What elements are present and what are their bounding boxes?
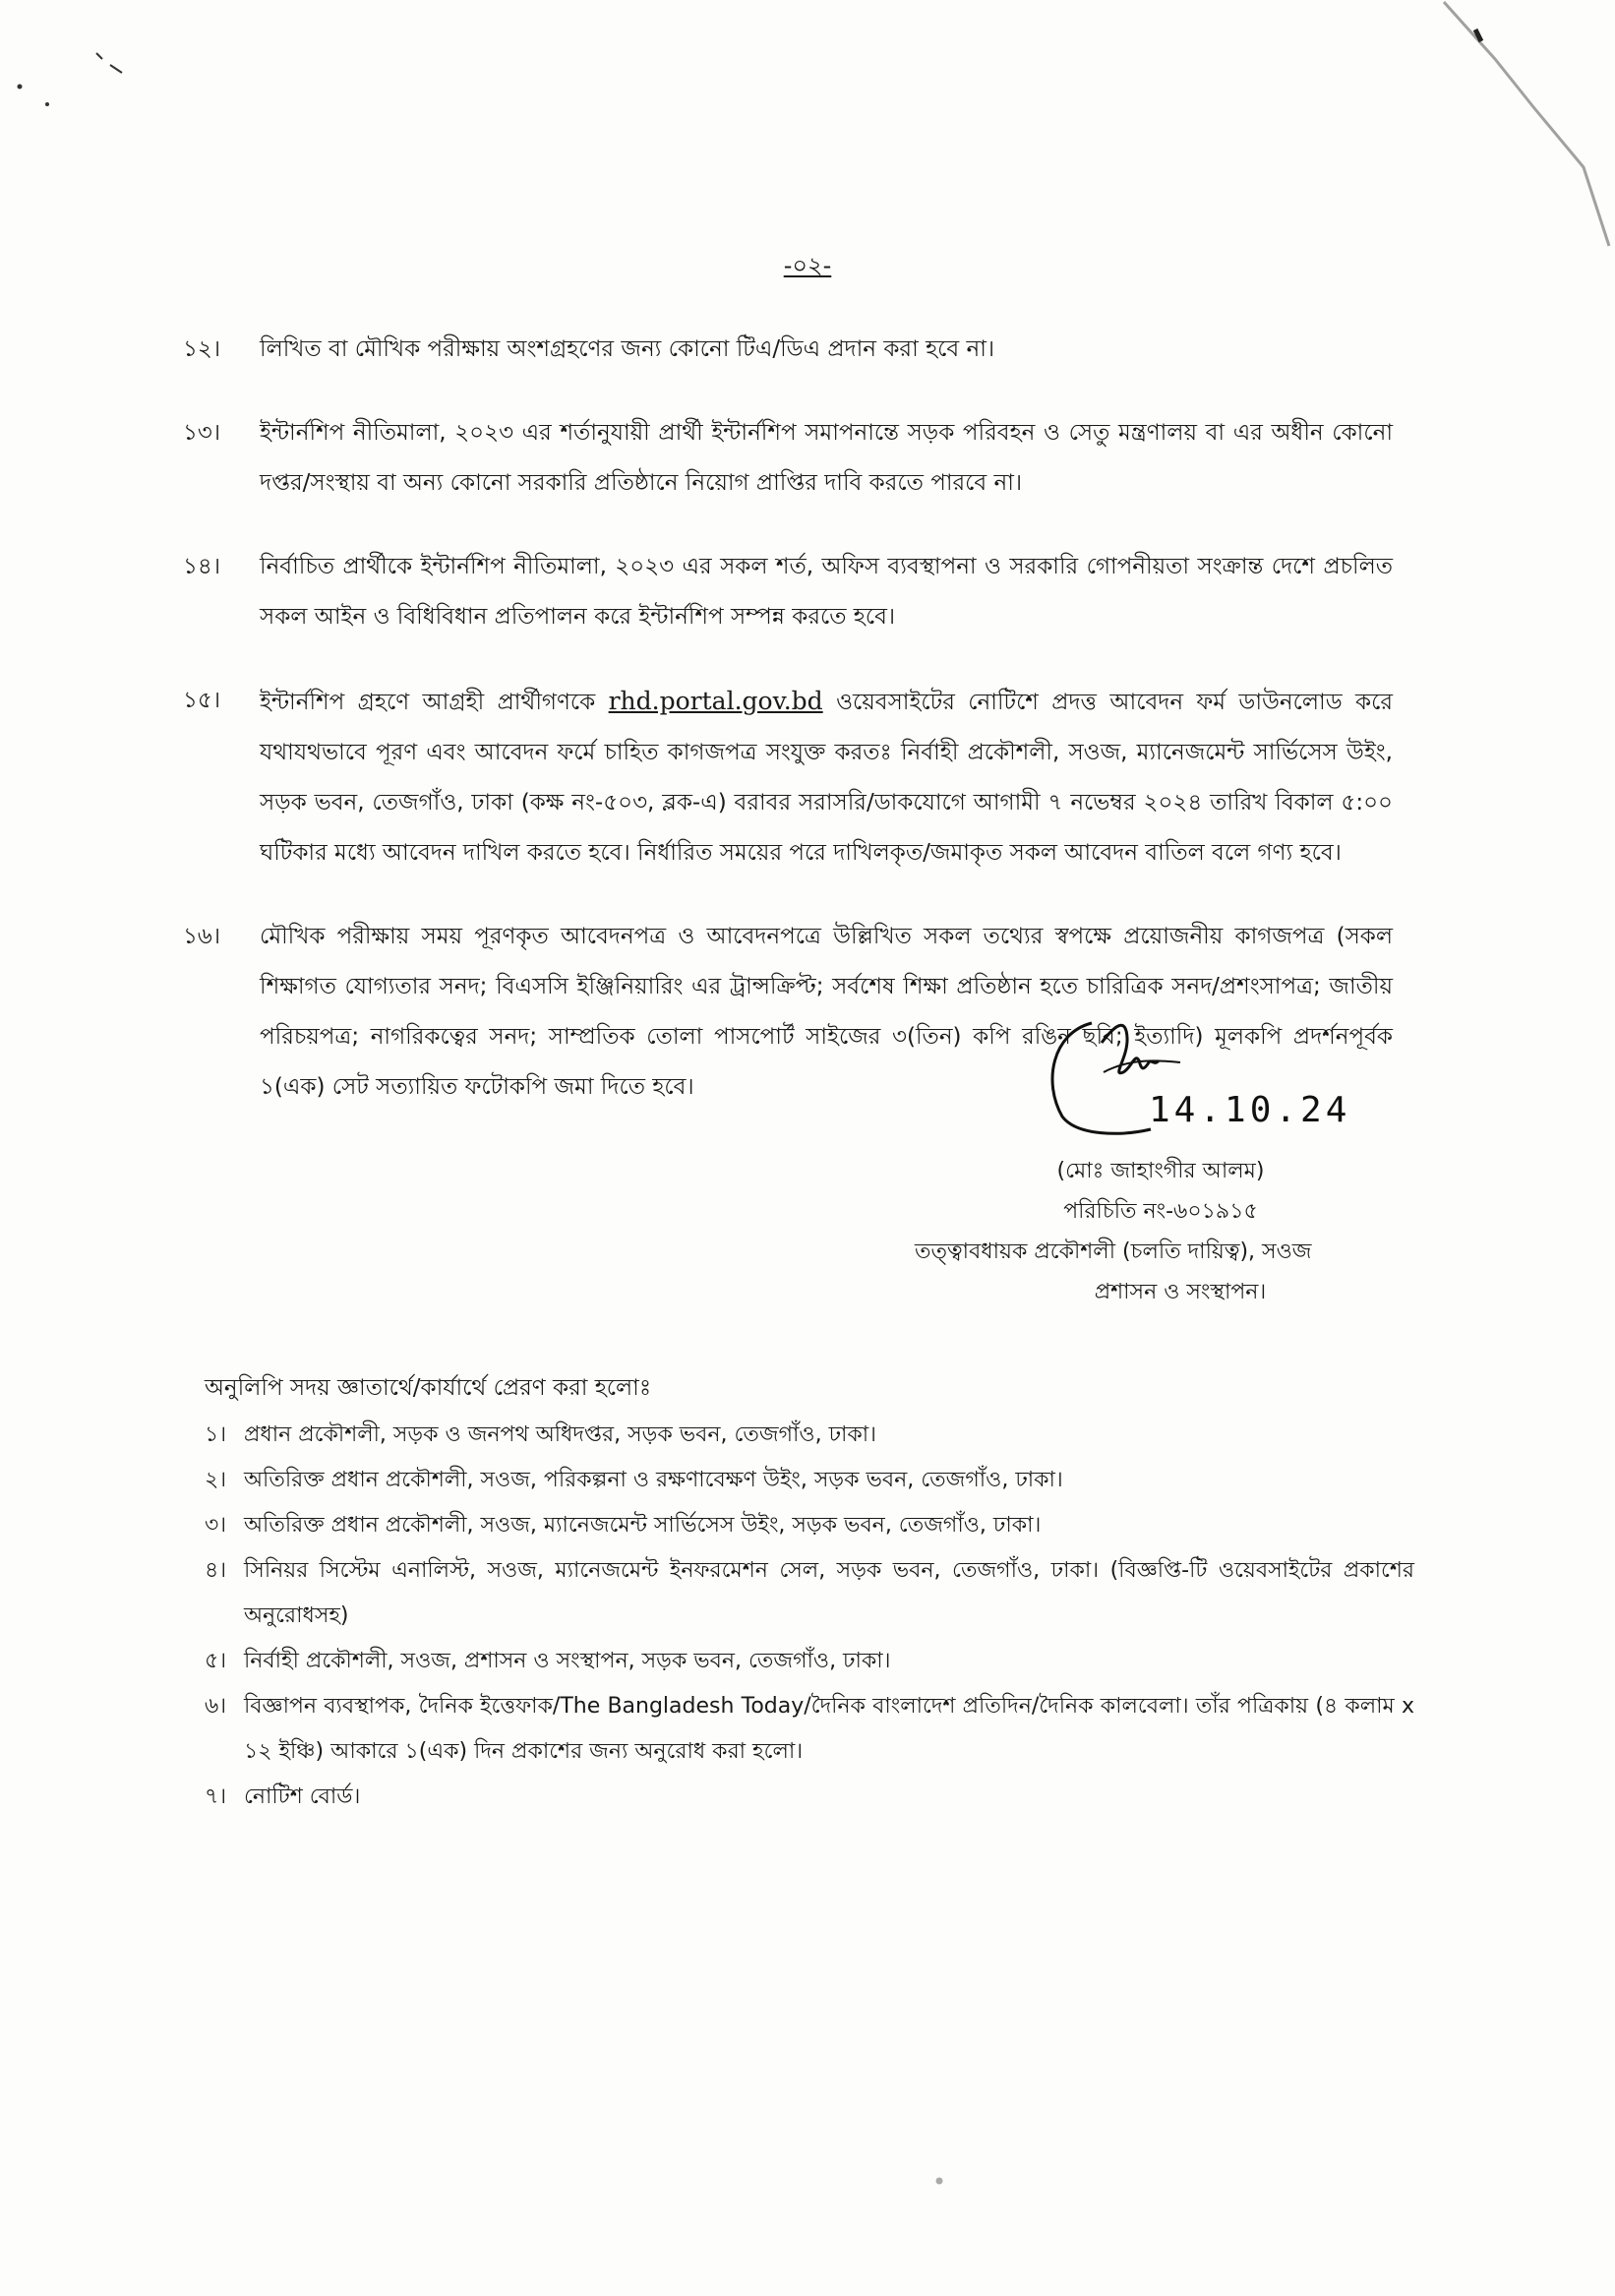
copies-heading: অনুলিপি সদয় জ্ঞাতার্থে/কার্যার্থে প্রেরণ করা হলোঃ bbox=[205, 1375, 652, 1401]
copy-text: সিনিয়র সিস্টেম এনালিস্ট, সওজ, ম্যানেজমেন্ট ইনফরমেশন সেল, সড়ক ভবন, তেজগাঁও, ঢাকা। (বিজ্ঞপ্তি-টি ওয়েবসাইটের প্রকাশের অনুরোধসহ) bbox=[244, 1558, 1414, 1628]
clause-number: ১৫। bbox=[183, 688, 221, 713]
signatory-designation: তত্ত্বাবধায়ক প্রকৌশলী (চলতি দায়িত্ব), সওজ bbox=[915, 1239, 1312, 1264]
signatory-id: পরিচিতি নং-৬০১৯১৫ bbox=[1063, 1199, 1258, 1224]
clause-number: ১৬। bbox=[183, 924, 221, 949]
copy-number: ৭। bbox=[205, 1784, 227, 1809]
page-number: -০২- bbox=[783, 252, 832, 279]
clause-text: মৌখিক পরীক্ষায় সময় পূরণকৃত আবেদনপত্র ও আবেদনপত্রে উল্লিখিত সকল তথ্যের স্বপক্ষে প্রয়োজনীয় কাগজপত্র (সকল শিক্ষাগত যোগ্যতার সনদ; বিএসসি ইঞ্জিনিয়ারিং এর ট্রান্সক্রিপ্ট; সর্বশেষ শিক্ষা প্রতিষ্ঠান হতে চারিত্রিক সনদ/প্রশংসাপত্র; জাতীয় পরিচয়পত্র; নাগরিকত্বের সনদ; সাম্প্রতিক তোলা পাসপোর্ট সাইজের ৩(তিন) কপি রঙিন ছবি; ইত্যাদি) মূলকপি প্রদর্শনপূর্বক ১(এক) সেট সত্যায়িত ফটোকপি জমা দিতে হবে। bbox=[260, 924, 1393, 1100]
copy-item bbox=[205, 1503, 1414, 1548]
copy-text: অতিরিক্ত প্রধান প্রকৌশলী, সওজ, ম্যানেজমেন্ট সার্ভিসেস উইং, সড়ক ভবন, তেজগাঁও, ঢাকা। bbox=[244, 1513, 1042, 1538]
copy-text: নির্বাহী প্রকৌশলী, সওজ, প্রশাসন ও সংস্থাপন, সড়ক ভবন, তেজগাঁও, ঢাকা। bbox=[244, 1649, 891, 1673]
copy-item bbox=[205, 1413, 1414, 1458]
clause-text: ইন্টার্নশিপ নীতিমালা, ২০২৩ এর শর্তানুযায়ী প্রার্থী ইন্টার্নশিপ সমাপনান্তে সড়ক পরিবহন ও সেতু মন্ত্রণালয় বা এর অধীন কোনো দপ্তর/সংস্থায় বা অন্য কোনো সরকারি প্রতিষ্ঠানে নিয়োগ প্রাপ্তির দাবি করতে পারবে না। bbox=[260, 420, 1393, 496]
copy-text: অতিরিক্ত প্রধান প্রকৌশলী, সওজ, পরিকল্পনা ও রক্ষণাবেক্ষণ উইং, সড়ক ভবন, তেজগাঁও, ঢাকা। bbox=[244, 1468, 1063, 1492]
copy-text: নোটিশ বোর্ড। bbox=[244, 1784, 361, 1809]
copy-number: ৫। bbox=[205, 1649, 227, 1673]
copy-number: ৩। bbox=[205, 1513, 227, 1538]
clause-text-part: ওয়েবসাইটের নোটিশে প্রদত্ত আবেদন ফর্ম ডাউনলোড করে যথাযথভাবে পূরণ এবং আবেদন ফর্মে চাহিত কাগজপত্র সংযুক্ত করতঃ নির্বাহী প্রকৌশলী, সওজ, ম্যানেজমেন্ট সার্ভিসেস উইং, সড়ক ভবন, তেজগাঁও, ঢাকা (কক্ষ নং-৫০৩, ব্লক-এ) বরাবর সরাসরি/ডাকযোগে আগামী ৭ নভেম্বর ২০২৪ তারিখ বিকাল ৫:০০ ঘটিকার মধ্যে আবেদন দাখিল করতে হবে। নির্ধারিত সময়ের পরে দাখিলকৃত/জমাকৃত সকল আবেদন বাতিল বলে গণ্য হবে। bbox=[260, 690, 1394, 866]
website-link[interactable]: rhd.portal.gov.bd bbox=[608, 687, 823, 715]
copy-item bbox=[205, 1458, 1414, 1503]
clause-14 bbox=[183, 542, 1393, 642]
copy-item bbox=[205, 1684, 1414, 1775]
clause-text-part: ইন্টার্নশিপ গ্রহণে আগ্রহী প্রার্থীগণকে bbox=[260, 690, 609, 715]
clause-number: ১২। bbox=[183, 336, 221, 362]
copy-text: বিজ্ঞাপন ব্যবস্থাপক, দৈনিক ইত্তেফাক/The Bangladesh Today/দৈনিক বাংলাদেশ প্রতিদিন/দৈনিক কালবেলা। তাঁর পত্রিকায় (৪ কলাম x ১২ ইঞ্চি) আকারে ১(এক) দিন প্রকাশের জন্য অনুরোধ করা হলো। bbox=[244, 1694, 1414, 1764]
clause-12 bbox=[183, 325, 1393, 375]
copy-number: ৬। bbox=[205, 1694, 227, 1719]
scan-specks bbox=[0, 30, 177, 128]
clause-15 bbox=[183, 676, 1393, 878]
signatory-office: প্রশাসন ও সংস্থাপন। bbox=[1094, 1280, 1267, 1304]
scan-corner-fold-mark bbox=[1436, 0, 1615, 256]
clause-text: নির্বাচিত প্রার্থীকে ইন্টার্নশিপ নীতিমালা, ২০২৩ এর সকল শর্ত, অফিস ব্যবস্থাপনা ও সরকারি গোপনীয়তা সংক্রান্ত দেশে প্রচলিত সকল আইন ও বিধিবিধান প্রতিপালন করে ইন্টার্নশিপ সম্পন্ন করতে হবে। bbox=[260, 554, 1393, 630]
signatory-name: (মোঃ জাহাংগীর আলম) bbox=[1056, 1159, 1265, 1183]
copy-item bbox=[205, 1639, 1414, 1684]
signature-date: 14.10.24 bbox=[1149, 1090, 1351, 1130]
copy-number: ১। bbox=[205, 1422, 227, 1447]
copy-item bbox=[205, 1775, 1414, 1820]
clause-number: ১৪। bbox=[183, 554, 221, 579]
copy-distribution bbox=[205, 1365, 1414, 1820]
copy-item bbox=[205, 1548, 1414, 1639]
clause-number: ১৩। bbox=[183, 420, 221, 446]
signatory-block bbox=[866, 1151, 1416, 1312]
clause-text: লিখিত বা মৌখিক পরীক্ষায় অংশগ্রহণের জন্য কোনো টিএ/ডিএ প্রদান করা হবে না। bbox=[260, 336, 995, 362]
copy-number: ৪। bbox=[205, 1558, 227, 1583]
copy-text: প্রধান প্রকৌশলী, সড়ক ও জনপথ অধিদপ্তর, সড়ক ভবন, তেজগাঁও, ঢাকা। bbox=[244, 1422, 877, 1447]
clause-13 bbox=[183, 408, 1393, 509]
copy-number: ২। bbox=[205, 1468, 227, 1492]
clause-text bbox=[260, 676, 1393, 878]
scan-dot bbox=[934, 2176, 944, 2186]
